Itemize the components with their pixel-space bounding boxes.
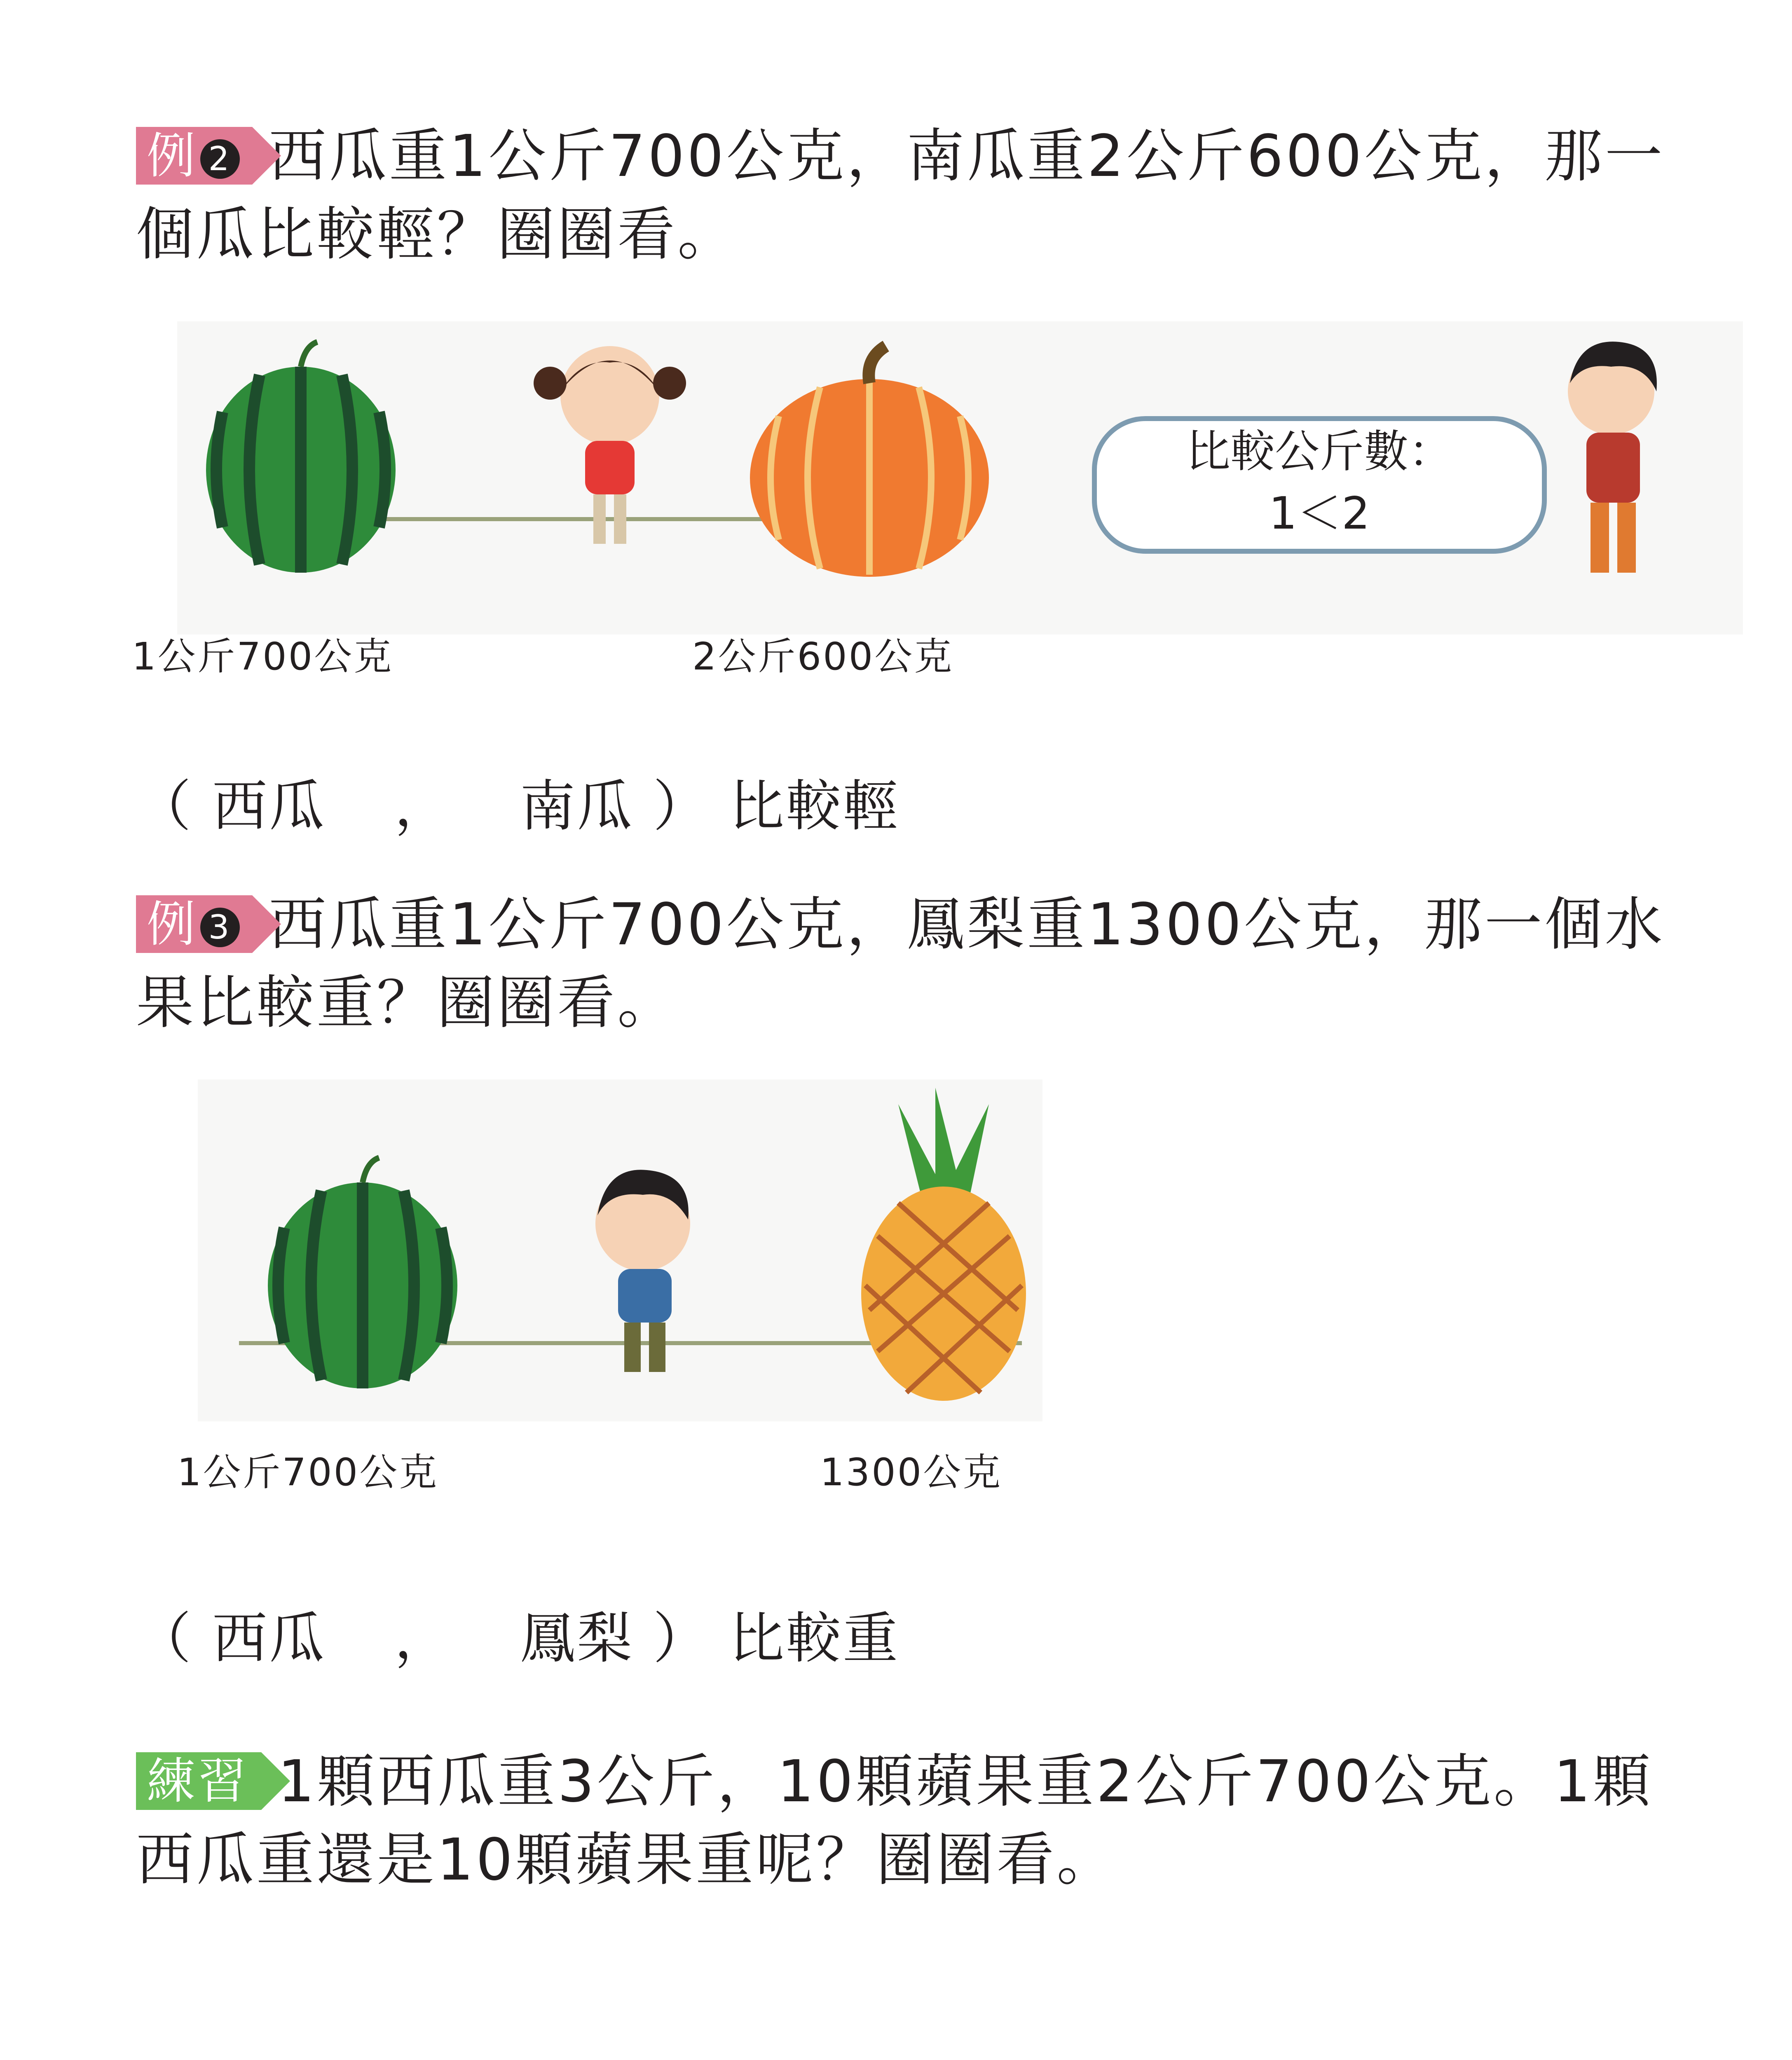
answer-option-1[interactable]: 西瓜 <box>212 774 326 838</box>
answer-option-1[interactable]: 西瓜 <box>212 1606 326 1671</box>
answer-open-paren: （ <box>136 774 193 838</box>
practice-question <box>136 1743 1685 1899</box>
example2-caption-left: 1公斤700公克 <box>132 634 394 679</box>
tag-arrow-icon <box>252 127 281 185</box>
answer-separator: ， <box>394 1606 452 1671</box>
example3-tag-label: 例 <box>147 896 198 953</box>
example3-illustration <box>198 1079 1042 1421</box>
practice-question-text: 1顆西瓜重3公斤，10顆蘋果重2公斤700公克。1顆西瓜重還是10顆蘋果重呢？圈圈看。 <box>136 1748 1653 1894</box>
answer-close-paren: ） <box>653 774 710 838</box>
example2-caption-right: 2公斤600公克 <box>692 634 954 679</box>
speech-bubble <box>1092 416 1547 554</box>
example2-tag-number: 2 <box>200 139 240 179</box>
example3-question <box>136 886 1685 1042</box>
example3-caption-left: 1公斤700公克 <box>177 1450 439 1494</box>
example3-caption-right: 1300公克 <box>820 1450 1003 1494</box>
example2-question-text: 西瓜重1公斤700公克，南瓜重2公斤600公克，那一個瓜比較輕？圈圈看。 <box>136 123 1665 268</box>
bubble-line-2: 1＜2 <box>1269 488 1370 539</box>
tag-arrow-icon <box>261 1752 290 1810</box>
bubble-line-1: 比較公斤數： <box>1185 426 1453 478</box>
example2-question <box>136 117 1685 274</box>
practice-tag <box>136 1752 261 1810</box>
example2-tag <box>136 127 252 185</box>
answer-open-paren: （ <box>136 1606 193 1671</box>
answer-separator: ， <box>394 774 452 838</box>
example3-tag-number: 3 <box>200 908 240 947</box>
example3-tag <box>136 895 252 953</box>
practice-tag-label: 練習 <box>147 1753 249 1810</box>
answer-close-paren: ） <box>653 1606 710 1671</box>
example2-answer <box>136 762 900 841</box>
example2-tag-label: 例 <box>147 127 198 184</box>
answer-suffix: 比較重 <box>729 1606 900 1671</box>
answer-option-2[interactable]: 鳳梨 <box>520 1606 634 1671</box>
example3-answer <box>136 1594 900 1674</box>
example3-question-text: 西瓜重1公斤700公克，鳳梨重1300公克，那一個水果比較重？圈圈看。 <box>136 891 1665 1037</box>
answer-suffix: 比較輕 <box>729 774 900 838</box>
tag-arrow-icon <box>252 895 281 953</box>
answer-option-2[interactable]: 南瓜 <box>520 774 634 838</box>
